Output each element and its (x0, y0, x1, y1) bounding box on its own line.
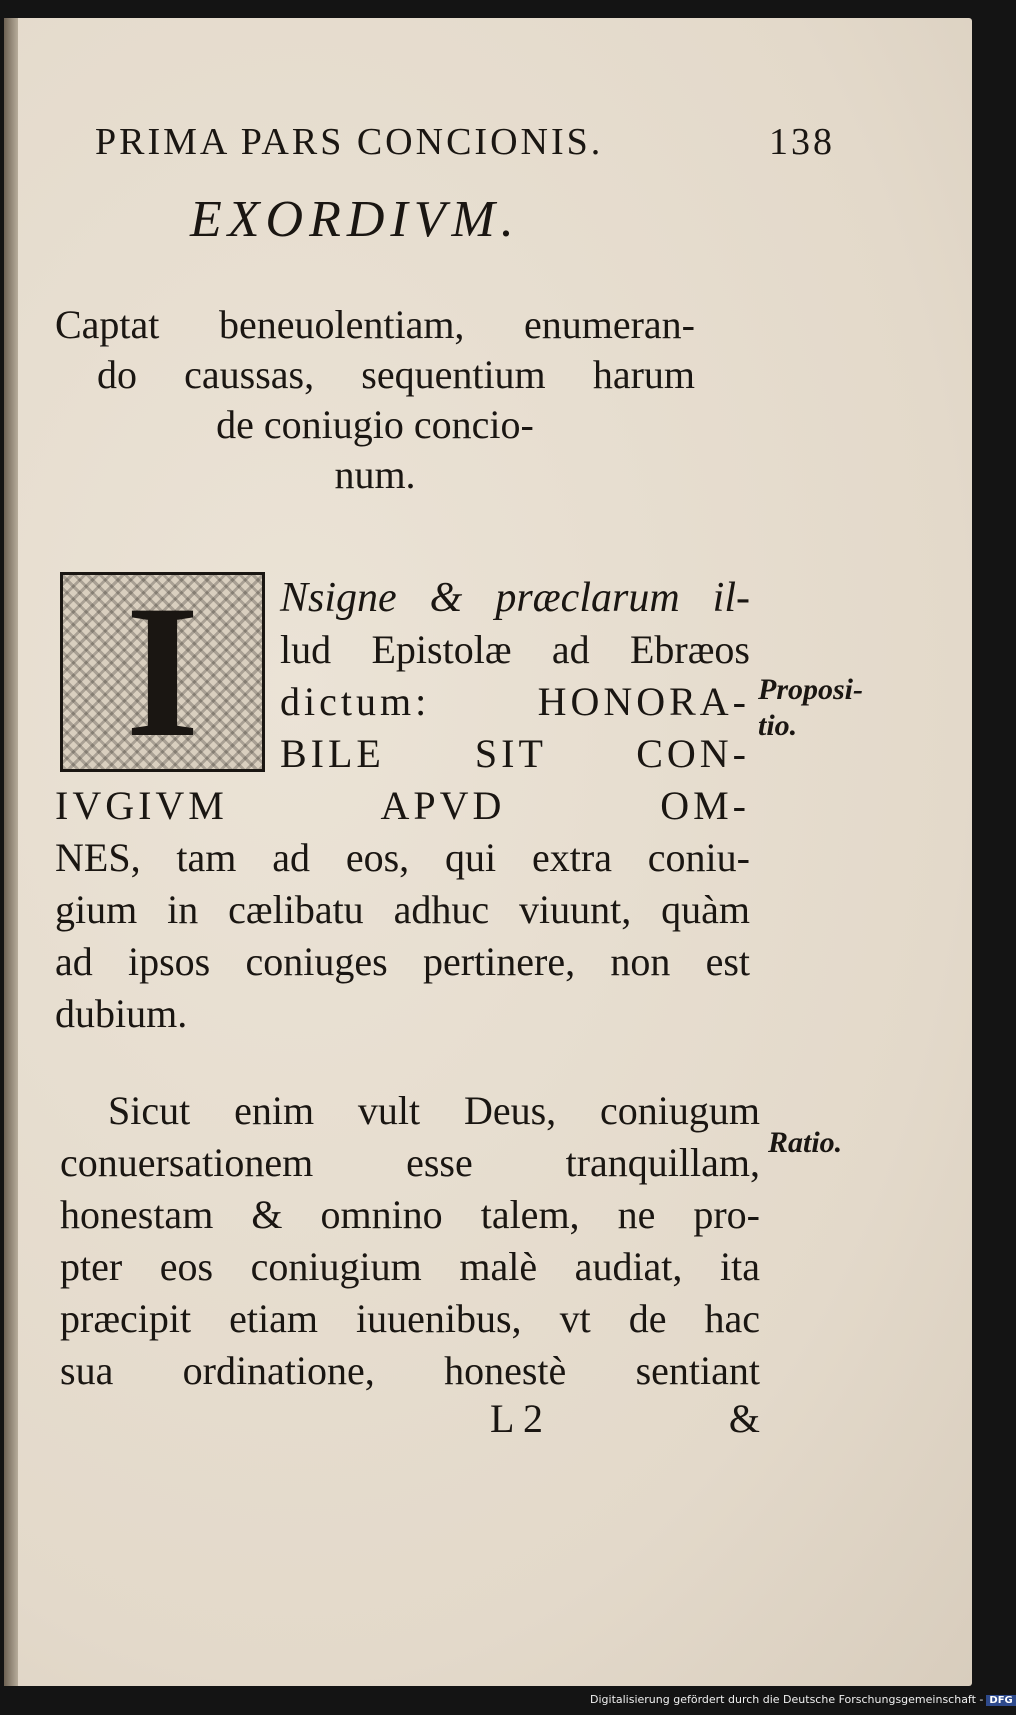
text-line: BILE SIT CON- (280, 731, 750, 776)
text-line: honestam & omnino talem, ne pro- (60, 1192, 760, 1237)
paragraph-1-continued (55, 780, 750, 1040)
margin-note-propositio (758, 672, 863, 744)
summary-line: num. (334, 452, 416, 497)
margin-note-line: tio. (758, 709, 798, 742)
summary-line: Captat beneuolentiam, enumeran- (55, 302, 695, 347)
text-line: gium in cælibatu adhuc viuunt, quàm (55, 887, 750, 932)
text-line: sua ordinatione, honestè sentiant (60, 1348, 760, 1393)
summary-line: de coniugio concio- (216, 402, 534, 447)
decorated-initial (60, 567, 265, 777)
chapter-summary (55, 300, 695, 500)
summary-line: do caussas, sequentium harum (97, 352, 695, 397)
catchword-line (490, 1395, 760, 1442)
text-line: Nsigne & præclarum il- (280, 575, 750, 621)
initial-letter: I (125, 567, 200, 777)
page-number: 138 (769, 121, 835, 163)
text-line: dictum: HONORA- (280, 679, 750, 724)
digitization-footer (590, 1693, 1016, 1706)
running-title: PRIMA PARS CONCIONIS. (95, 121, 604, 163)
text-line: præcipit etiam iuuenibus, vt de hac (60, 1296, 760, 1341)
footer-text: Digitalisierung gefördert durch die Deutsche Forschungsgemeinschaft - (590, 1693, 984, 1706)
paragraph-1-beside-initial (280, 572, 750, 780)
margin-note-ratio: Ratio. (768, 1126, 843, 1159)
paragraph-2 (60, 1085, 760, 1397)
signature-mark: L 2 (490, 1396, 543, 1441)
text-line: conuersationem esse tranquillam, (60, 1140, 760, 1185)
text-line: ad ipsos coniuges pertinere, non est (55, 939, 750, 984)
text-line: IVGIVM APVD OM- (55, 783, 750, 828)
text-line: NES, tam ad eos, qui extra coniu- (55, 835, 750, 880)
margin-note-line: Proposi- (758, 673, 863, 706)
page-spine-shadow (4, 18, 18, 1686)
section-heading: EXORDIVM. (190, 191, 520, 248)
dfg-logo: DFG (986, 1695, 1015, 1706)
catchword: & (728, 1396, 760, 1441)
text-line: dubium. (55, 991, 188, 1036)
text-line: pter eos coniugium malè audiat, ita (60, 1244, 760, 1289)
text-line: lud Epistolæ ad Ebræos (280, 627, 750, 672)
text-line: Sicut enim vult Deus, coniugum (108, 1088, 760, 1133)
